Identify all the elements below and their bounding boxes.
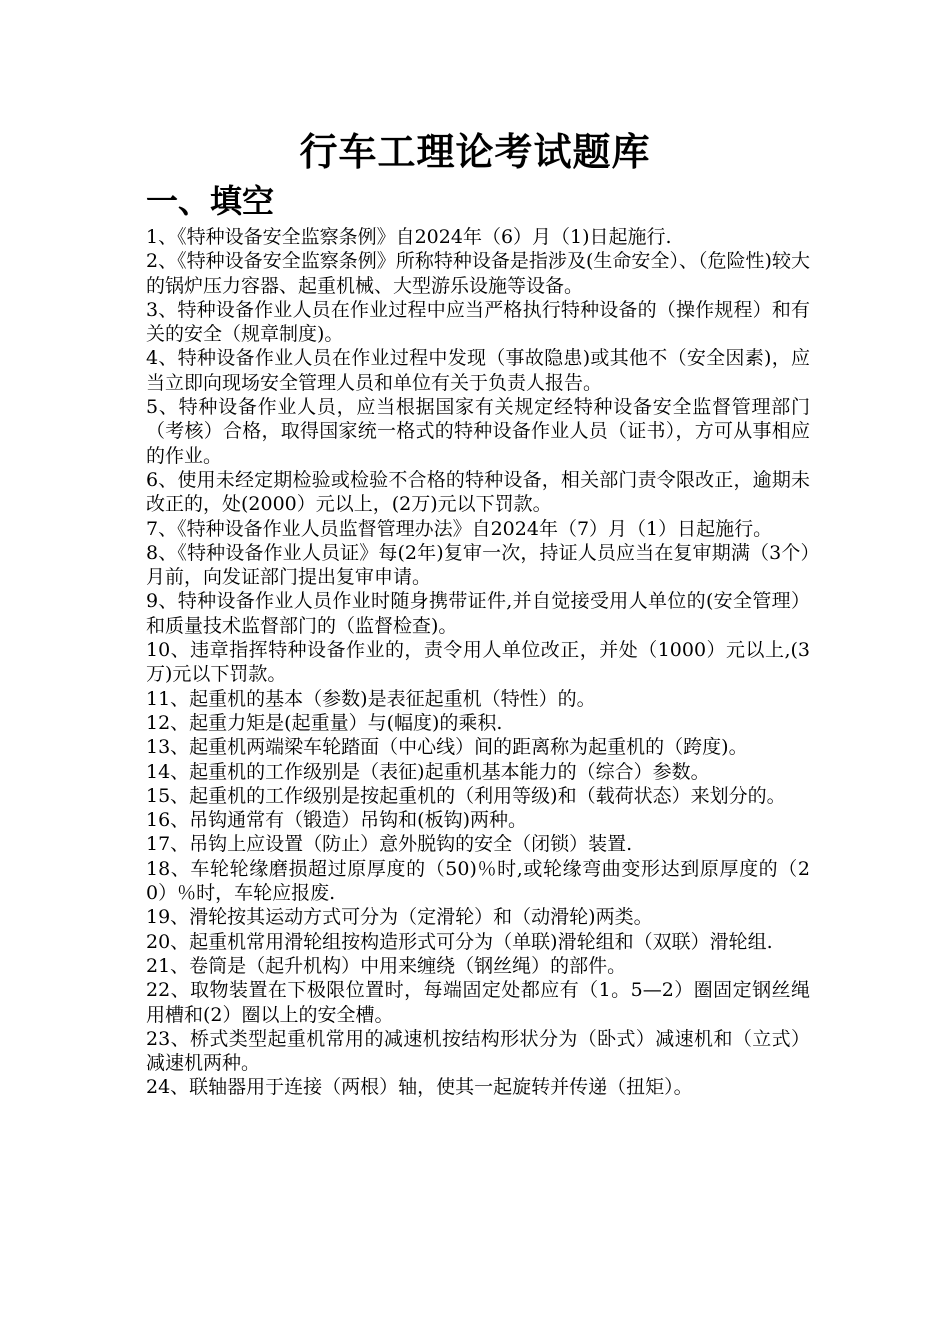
question-item: 1、《特种设备安全监察条例》自2024年（6）月（1)日起施行.: [146, 226, 672, 248]
question-item: 10、违章指挥特种设备作业的，责令用人单位改正，并处（1000）元以上,(3万)元以下罚款。: [146, 639, 810, 686]
question-item: 15、起重机的工作级别是按起重机的（利用等级)和（载荷状态）来划分的。: [146, 784, 786, 807]
question-item: 17、吊钩上应设置（防止）意外脱钩的安全（闭锁）装置.: [146, 833, 633, 856]
question-item: 16、吊钩通常有（锻造）吊钩和(板钩)两种。: [146, 809, 528, 832]
question-item: 19、滑轮按其运动方式可分为（定滑轮）和（动滑轮)两类。: [146, 906, 653, 929]
question-item: 7、《特种设备作业人员监督管理办法》自2024年（7）月（1）日起施行。: [146, 517, 773, 540]
question-item: 23、桥式类型起重机常用的减速机按结构形状分为（卧式）减速机和（立式）减速机两种。: [146, 1027, 810, 1075]
question-item: 3、特种设备作业人员在作业过程中应当严格执行特种设备的（操作规程）和有关的安全（规章制度)。: [146, 298, 810, 346]
question-item: 6、使用未经定期检验或检验不合格的特种设备，相关部门责令限改正，逾期未改正的，处(2000）元以上，(2万)元以下罚款。: [146, 468, 810, 516]
question-item: 18、车轮轮缘磨损超过原厚度的（50)％时,或轮缘弯曲变形达到原厚度的（20）％时，车轮应报废.: [146, 857, 810, 905]
section-heading: 一、填空: [146, 182, 275, 220]
question-item: 22、取物装置在下极限位置时，每端固定处都应有（1。5—2）圈固定钢丝绳用槽和(2）圈以上的安全槽。: [146, 979, 810, 1026]
question-item: 2、《特种设备安全监察条例》所称特种设备是指涉及(生命安全）、（危险性)较大的锅炉压力容器、起重机械、大型游乐设施等设备。: [146, 250, 810, 297]
question-item: 8、《特种设备作业人员证》每(2年)复审一次，持证人员应当在复审期满（3个）月前，向发证部门提出复审申请。: [146, 541, 810, 589]
question-item: 14、起重机的工作级别是（表征)起重机基本能力的（综合）参数。: [146, 760, 710, 783]
question-item: 20、起重机常用滑轮组按构造形式可分为（单联)滑轮组和（双联）滑轮组.: [146, 930, 773, 953]
question-item: 24、联轴器用于连接（两根）轴，使其一起旋转并传递（扭矩）。: [146, 1076, 693, 1099]
document-title: 行车工理论考试题库: [299, 130, 651, 174]
question-item: 11、起重机的基本（参数)是表征起重机（特性）的。: [146, 687, 596, 710]
question-list: [146, 225, 810, 1100]
question-item: 4、特种设备作业人员在作业过程中发现（事故隐患)或其他不（安全因素)，应当立即向现场安全管理人员和单位有关于负责人报告。: [146, 347, 810, 394]
question-item: 12、起重力矩是(起重量）与(幅度)的乘积.: [146, 711, 503, 734]
question-item: 21、卷筒是（起升机构）中用来缠绕（钢丝绳）的部件。: [146, 954, 627, 977]
question-item: 13、起重机两端梁车轮踏面（中心线）间的距离称为起重机的（跨度)。: [146, 736, 748, 759]
question-item: 9、特种设备作业人员作业时随身携带证件,并自觉接受用人单位的(安全管理）和质量技术监督部门的（监督检查)。: [146, 590, 810, 637]
question-item: 5、特种设备作业人员，应当根据国家有关规定经特种设备安全监督管理部门（考核）合格，取得国家统一格式的特种设备作业人员（证书），方可从事相应的作业。: [146, 396, 810, 467]
